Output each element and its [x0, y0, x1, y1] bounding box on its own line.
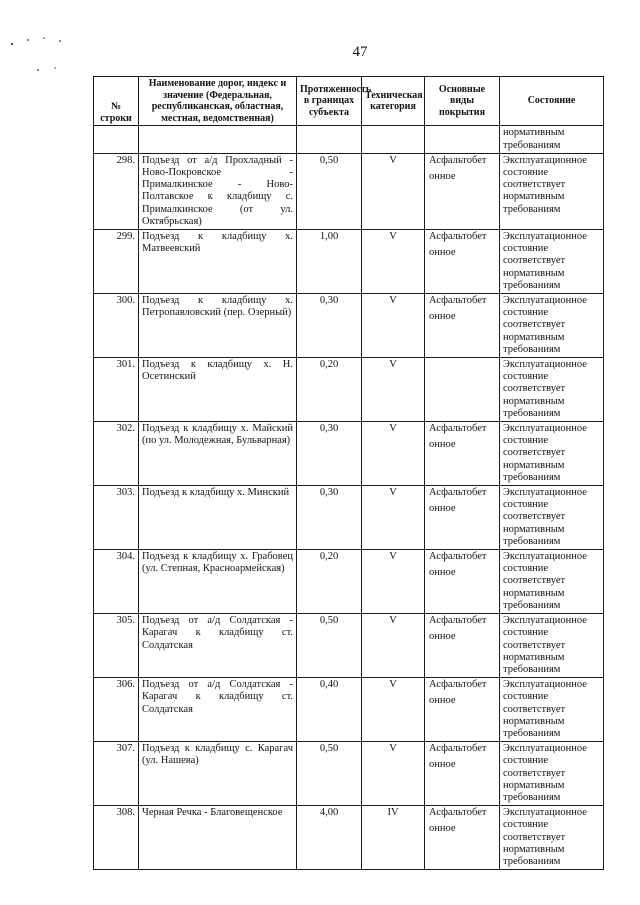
road-category: V: [362, 294, 425, 358]
page-number: 47: [352, 44, 368, 60]
road-cover-line-1: Асфальтобет: [429, 154, 487, 166]
road-cover-line-2: онное: [429, 567, 456, 579]
road-category: V: [362, 678, 425, 742]
road-cover-line-2: онное: [429, 695, 456, 707]
road-cover: [425, 806, 500, 870]
road-state: Эксплуатационное состояние соответствует нормативным требованиям: [500, 486, 604, 550]
row-number: 303.: [94, 486, 139, 550]
road-state: Эксплуатационное состояние соответствует нормативным требованиям: [500, 550, 604, 614]
road-state: Эксплуатационное состояние соответствует нормативным требованиям: [500, 806, 604, 870]
road-name: Подъезд к кладбищу х. Н. Осетинский: [139, 358, 297, 422]
road-cover-line-2: онное: [429, 247, 456, 259]
road-cover-line-2: онное: [429, 439, 456, 451]
table-row: [94, 422, 604, 486]
road-name: Подъезд к кладбищу х. Минский: [139, 486, 297, 550]
road-cover-line-1: Асфальтобет: [429, 231, 487, 242]
road-category: V: [362, 742, 425, 806]
road-cover-line-2: онное: [429, 759, 456, 771]
road-state: Эксплуатационное состояние соответствует нормативным требованиям: [500, 678, 604, 742]
road-cover-line-1: Асфальтобет: [429, 807, 487, 819]
road-name: Подъезд к кладбищу с. Карагач (ул. Нашева): [139, 742, 297, 806]
road-state: Эксплуатационное состояние соответствует нормативным требованиям: [500, 230, 604, 294]
road-cover-line-2: онное: [429, 631, 456, 643]
road-cover-line-1: Асфальтобет: [429, 423, 487, 435]
road-cover: [425, 422, 500, 486]
road-cover: [425, 614, 500, 678]
table-row: [94, 153, 604, 229]
road-category: V: [362, 422, 425, 486]
road-state: Эксплуатационное состояние соответствует нормативным требованиям: [500, 422, 604, 486]
road-category: IV: [362, 806, 425, 870]
row-number: 308.: [94, 806, 139, 870]
road-category: V: [362, 486, 425, 550]
road-cover: [425, 230, 500, 294]
road-cover: [425, 294, 500, 358]
table-row: [94, 230, 604, 294]
road-name: Подъезд к кладбищу х. Матвеевский: [139, 230, 297, 294]
road-cover-line-2: онное: [429, 170, 456, 182]
table-row: [94, 550, 604, 614]
header-category: Техническая категория: [362, 77, 425, 126]
table-row: [94, 486, 604, 550]
road-cover-line-2: онное: [429, 503, 456, 515]
road-cover: [425, 153, 500, 229]
road-name: Черная Речка - Благовещенское: [139, 806, 297, 870]
road-category: V: [362, 614, 425, 678]
row-number: 301.: [94, 358, 139, 422]
road-state: Эксплуатационное состояние соответствует нормативным требованиям: [500, 742, 604, 806]
table-row: [94, 294, 604, 358]
road-length: 0,50: [297, 153, 362, 229]
road-cover: [425, 550, 500, 614]
road-cover-line-1: Асфальтобет: [429, 615, 487, 627]
row-number: 306.: [94, 678, 139, 742]
road-cover-line-1: Асфальтобет: [429, 295, 487, 307]
scan-specks: [0, 0, 90, 90]
row-number: 302.: [94, 422, 139, 486]
table-row: [94, 678, 604, 742]
row-number: 305.: [94, 614, 139, 678]
road-length: 0,30: [297, 294, 362, 358]
table-row: [94, 614, 604, 678]
road-length: 0,50: [297, 614, 362, 678]
road-category: V: [362, 153, 425, 229]
road-length: 0,20: [297, 358, 362, 422]
road-length: 0,40: [297, 678, 362, 742]
road-cover: [425, 358, 500, 422]
road-name: Подъезд от а/д Солдатская - Карагач к кладбищу ст. Солдатская: [139, 678, 297, 742]
road-cover-line-2: онное: [429, 823, 456, 835]
header-cover: Основные виды покрытия: [425, 77, 500, 126]
header-length: Протяженность в границах субъекта: [297, 77, 362, 126]
road-cover-line-1: Асфальтобет: [429, 551, 487, 563]
road-name: Подъезд к кладбищу х. Грабовец (ул. Степная, Красноармейская): [139, 550, 297, 614]
row-number: 304.: [94, 550, 139, 614]
road-cover-line-2: онное: [429, 311, 456, 323]
road-name: Подъезд от а/д Солдатская - Карагач к кладбищу ст. Солдатская: [139, 614, 297, 678]
road-category: V: [362, 230, 425, 294]
road-length: 0,30: [297, 422, 362, 486]
road-cover-line-1: Асфальтобет: [429, 743, 487, 755]
row-number: 300.: [94, 294, 139, 358]
road-cover: [425, 486, 500, 550]
road-cover-line-1: Асфальтобет: [429, 487, 487, 499]
road-state: Эксплуатационное состояние соответствует нормативным требованиям: [500, 153, 604, 229]
road-length: 0,30: [297, 486, 362, 550]
row-number: 298.: [94, 153, 139, 229]
road-length: 0,50: [297, 742, 362, 806]
table-row: [94, 742, 604, 806]
road-state: Эксплуатационное состояние соответствует нормативным требованиям: [500, 294, 604, 358]
table-row: [94, 358, 604, 422]
header-name: Наименование дорог, индекс и значение (Федеральная, республиканская, областная, местная, ведомственная): [139, 77, 297, 126]
road-name: Подъезд к кладбищу х. Майский (по ул. Молодежная, Бульварная): [139, 422, 297, 486]
road-name: Подъезд к кладбищу х. Петропавловский (пер. Озерный): [139, 294, 297, 358]
table-row: [94, 806, 604, 870]
road-cover-line-1: Асфальтобет: [429, 679, 487, 691]
road-cover: [425, 678, 500, 742]
road-length: 1,00: [297, 230, 362, 294]
road-length: 4,00: [297, 806, 362, 870]
road-category: V: [362, 358, 425, 422]
road-length: 0,20: [297, 550, 362, 614]
road-name: Подъезд от а/д Прохладный - Ново-Покровское - Прималкинское - Ново-Полтавское к кладбищу с. Прималкинское (от ул. Октябрьская): [139, 153, 297, 229]
header-num: № строки: [94, 77, 139, 126]
carryover-state: нормативным требованиям: [500, 126, 604, 153]
road-category: V: [362, 550, 425, 614]
road-state: Эксплуатационное состояние соответствует нормативным требованиям: [500, 614, 604, 678]
header-state: Состояние: [500, 77, 604, 126]
roads-table: [93, 76, 604, 870]
carryover-row: [94, 126, 604, 153]
header-row: [94, 77, 604, 126]
row-number: 299.: [94, 230, 139, 294]
road-state: Эксплуатационное состояние соответствует нормативным требованиям: [500, 358, 604, 422]
road-cover: [425, 742, 500, 806]
row-number: 307.: [94, 742, 139, 806]
